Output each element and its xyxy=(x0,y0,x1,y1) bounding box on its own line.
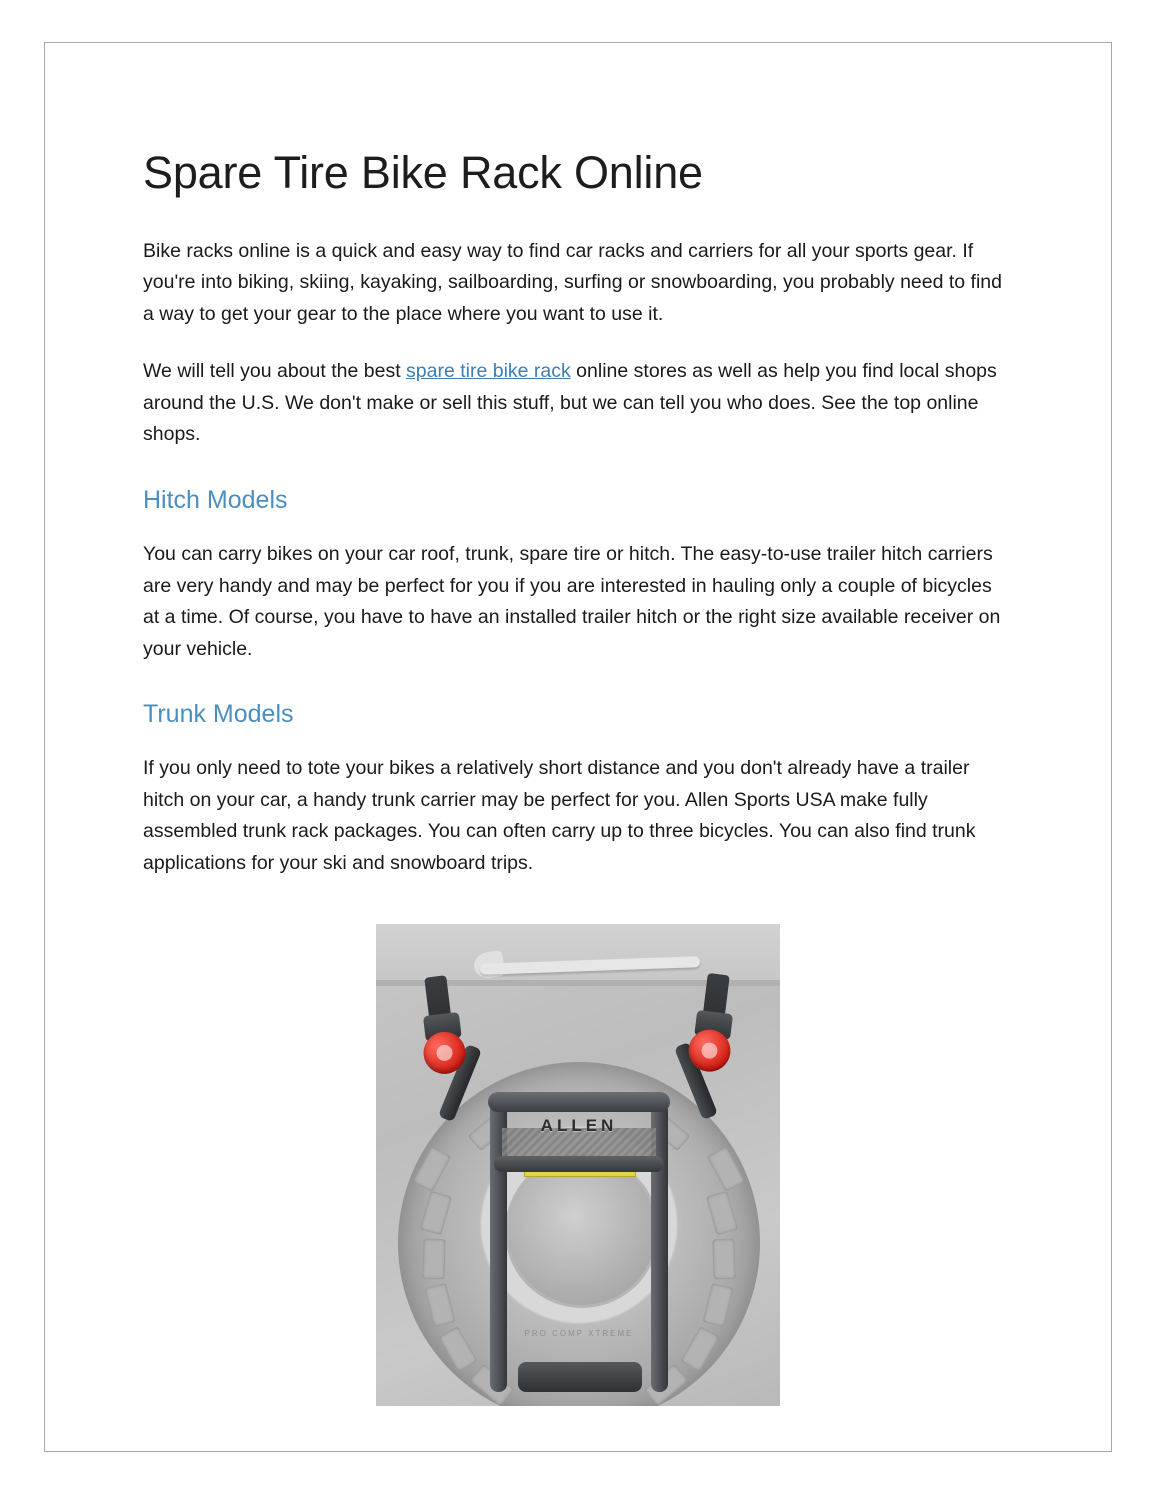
strap-assembly-left xyxy=(414,973,469,1074)
section-heading-trunk-models: Trunk Models xyxy=(143,700,294,729)
product-figure xyxy=(143,924,1013,1406)
bike-rack-frame xyxy=(488,1092,670,1392)
stores-text-after: online stores as well as help you find local shops around the U.S. We don't make or sell this stuff, but we can tell you who does. See the top online shops. xyxy=(143,360,997,446)
hitch-models-paragraph: You can carry bikes on your car roof, trunk, spare tire or hitch. The easy-to-use trailer hitch carriers are very handy and may be perfect for you if you are interested in hauling only a couple of bicycles at a time. Of course, you have to have an installed trailer hitch or the right size available receiver on your vehicle. xyxy=(143,542,1001,660)
section-heading-hitch-models: Hitch Models xyxy=(143,485,288,514)
intro-paragraph: Bike racks online is a quick and easy way to find car racks and carriers for all your sports gear. If you're into biking, skiing, kayaking, sailboarding, surfing or snowboarding, you probably need to find a way to get your gear to the place where you want to use it. xyxy=(143,239,1002,325)
page-sheet xyxy=(44,42,1112,1452)
rack-cross-bar xyxy=(494,1156,664,1172)
strap-assembly-right xyxy=(686,971,741,1072)
spare-tire-bike-rack-link[interactable]: spare tire bike rack xyxy=(406,360,571,383)
page-title: Spare Tire Bike Rack Online xyxy=(143,147,703,198)
trunk-models-paragraph: If you only need to tote your bikes a relatively short distance and you don't already have a trailer hitch on your car, a handy trunk carrier may be perfect for you. Allen Sports USA make fully assembled trunk rack packages. You can often carry up to three bicycles. You can also find trunk applications for your ski and snowboard trips. xyxy=(143,757,976,875)
tire-brand-label: PRO COMP XTREME xyxy=(524,1329,634,1339)
rack-brand-label: ALLEN xyxy=(540,1115,618,1135)
stores-text-before: We will tell you about the best xyxy=(143,360,407,383)
rack-lower-bar xyxy=(518,1362,642,1392)
rack-top-bar xyxy=(488,1092,670,1112)
bike-rack-photo xyxy=(376,924,780,1406)
stores-paragraph xyxy=(143,356,1013,451)
